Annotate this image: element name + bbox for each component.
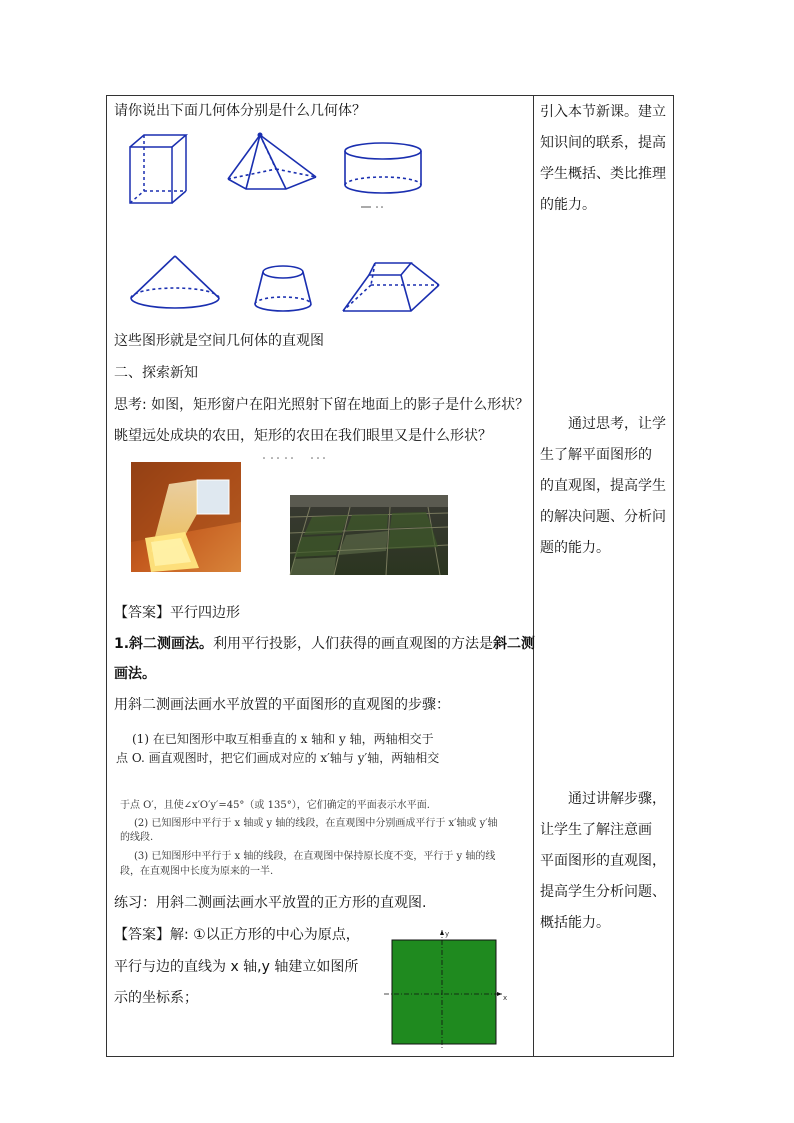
method-term-a: 1.斜二测画法。 [114,636,214,652]
square-coordinate-figure [384,928,508,1052]
side-note-line: 平面图形的直观图， [540,853,666,869]
step2-line-1: (2) 已知图形中平行于 x 轴或 y 轴的线段，在直观图中分别画成平行于 x′轴或 y′轴 [134,818,498,829]
farmland-photo [290,495,448,575]
side-note-line: 的直观图，提高学生 [540,478,666,494]
side-note-line: 通过讲解步骤， [568,791,666,807]
step3-line-1: (3) 已知图形中平行于 x 轴的线段，在直观图中保持原长度不变，平行于 y 轴的线 [134,851,496,862]
scan-mark [361,204,391,210]
intro-question: 请你说出下面几何体分别是什么几何体？ [114,103,366,119]
prism-frustum-figure [341,261,441,315]
side-note-line: 的能力。 [540,197,596,213]
step1-line-2: 点 O. 画直观图时，把它们画成对应的 x′轴与 y′轴，两轴相交 [116,751,440,765]
pyramid-figure [226,133,318,193]
side-note-steps [540,784,672,939]
step1-line-3: 于点 O′，且使∠x′O′y′=45°（或 135°），它们确定的平面表示水平面. [120,800,430,811]
y-axis-label: y [445,930,450,938]
answer-2-line-3: 示的坐标系； [114,990,198,1006]
cylinder-figure [343,141,423,197]
side-note-line: 提高学生分析问题、 [540,884,666,900]
side-note-line: 知识间的联系，提高 [540,135,666,151]
cone-figure [129,254,221,312]
answer-1: 【答案】平行四边形 [114,605,240,621]
side-note-line: 让学生了解注意画 [540,822,652,838]
method-desc: 利用平行投影，人们获得的画直观图的方法是 [213,636,494,652]
side-note-line: 通过思考，让学 [568,416,666,432]
window-shadow-photo [131,462,241,572]
answer-2-line-1: 【答案】解: ①以正方形的中心为原点， [114,927,360,943]
answer-2-line-2: 平行与边的直线为 x 轴,y 轴建立如图所 [114,959,359,975]
cuboid-figure [128,133,188,205]
method-line-1 [114,634,535,654]
practice-prompt: 练习：用斜二测画法画水平放置的正方形的直观图. [114,895,427,911]
section-title: 二、探索新知 [114,365,198,381]
side-note-line: 的解决问题、分析问 [540,509,666,525]
think-line-1: 思考: 如图，矩形窗户在阳光照射下留在地面上的影子是什么形状？ [114,397,530,413]
side-note-line: 引入本节新课。建立 [540,104,666,120]
side-note-line: 题的能力。 [540,540,610,556]
x-axis-label: x [503,994,508,1002]
method-term-b: 斜二测 [493,636,536,652]
side-note-intro [540,97,672,221]
side-note-line: 概括能力。 [540,915,610,931]
method-line-2: 画法。 [114,666,156,682]
steps-title: 用斜二测画法画水平放置的平面图形的直观图的步骤： [114,697,450,713]
frustum-figure [252,264,314,316]
scan-dots [262,456,328,460]
side-note-thinking [540,409,672,564]
step2-line-2: 的线段. [120,832,154,843]
side-note-line: 生了解平面图形的 [540,447,652,463]
side-note-line: 学生概括、类比推理 [540,166,666,182]
think-line-2: 眺望远处成块的农田，矩形的农田在我们眼里又是什么形状？ [114,428,492,444]
step1-line-1: (1) 在已知图形中取互相垂直的 x 轴和 y 轴，两轴相交于 [132,732,434,746]
column-divider [533,95,534,1057]
solids-caption: 这些图形就是空间几何体的直观图 [114,333,324,349]
step3-line-2: 段，在直观图中长度为原来的一半. [120,866,274,877]
